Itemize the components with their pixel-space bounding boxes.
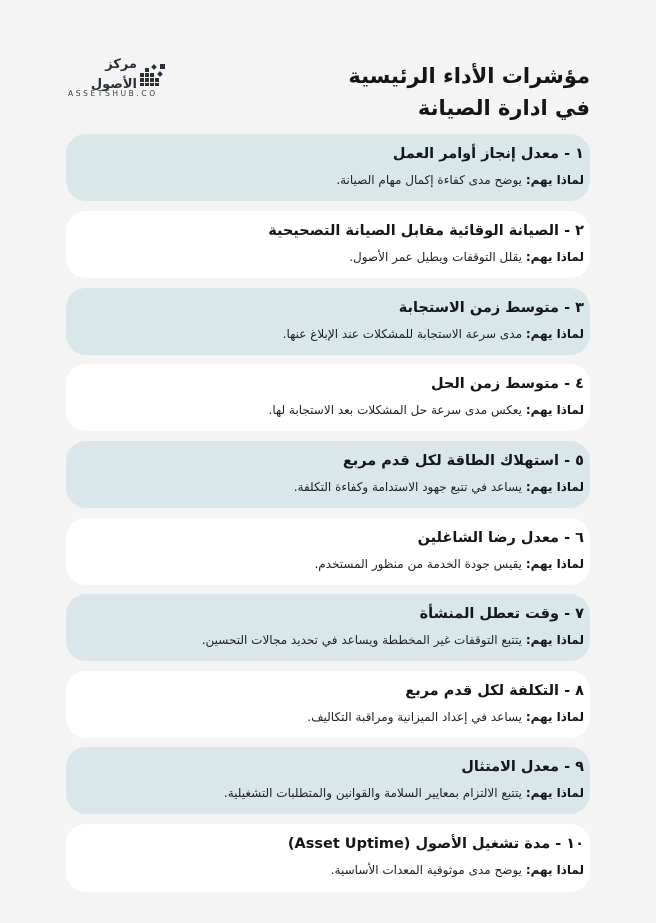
brand-logo xyxy=(66,57,166,104)
logo-name-arabic: مركز الأصول xyxy=(90,57,137,92)
why-text: يساعد في تتبع جهود الاستدامة وكفاءة التكلفة. xyxy=(293,480,523,494)
kpi-card-7 xyxy=(66,594,590,661)
why-text: يقيس جودة الخدمة من منظور المستخدم. xyxy=(314,557,523,571)
why-text: يتتبع الالتزام بمعايير السلامة والقوانين والمتطلبات التشغيلية. xyxy=(223,786,523,800)
kpi-title: ٥ - استهلاك الطاقة لكل قدم مربع xyxy=(342,453,584,469)
kpi-title: ٨ - التكلفة لكل قدم مربع xyxy=(405,683,584,699)
why-label: لماذا يهم: xyxy=(525,863,584,877)
kpi-card-1 xyxy=(66,134,590,201)
kpi-title: ٢ - الصيانة الوقائية مقابل الصيانة التصحيحية xyxy=(268,223,584,239)
why-text: يقلل التوقفات ويطيل عمر الأصول. xyxy=(349,250,523,264)
page-title xyxy=(348,60,590,124)
kpi-title: ٦ - معدل رضا الشاغلين xyxy=(417,530,584,546)
kpi-card-9 xyxy=(66,747,590,814)
page-title-line-1: مؤشرات الأداء الرئيسية xyxy=(348,64,590,88)
kpi-description xyxy=(80,707,584,727)
kpi-description xyxy=(80,400,584,420)
kpi-description xyxy=(80,783,584,803)
grid-squares-icon xyxy=(140,64,166,86)
why-text: يتتبع التوقفات غير المخططة ويساعد في تحديد مجالات التحسين. xyxy=(201,633,523,647)
kpi-description xyxy=(80,554,584,574)
kpi-card-3 xyxy=(66,288,590,355)
why-label: لماذا يهم: xyxy=(525,173,584,187)
kpi-title: ٩ - معدل الامتثال xyxy=(461,759,584,775)
logo-name-english: ASSETSHUB.CO xyxy=(68,89,158,98)
kpi-description xyxy=(80,170,584,190)
why-label: لماذا يهم: xyxy=(525,557,584,571)
why-label: لماذا يهم: xyxy=(525,633,584,647)
kpi-description xyxy=(80,630,584,650)
kpi-card-10 xyxy=(66,824,590,892)
kpi-card-4 xyxy=(66,364,590,431)
kpi-title: ٣ - متوسط زمن الاستجابة xyxy=(398,300,584,316)
kpi-title: ٤ - متوسط زمن الحل xyxy=(430,376,584,392)
kpi-description xyxy=(80,247,584,267)
why-label: لماذا يهم: xyxy=(525,786,584,800)
kpi-title: ١٠ - مدة تشغيل الأصول (Asset Uptime) xyxy=(287,836,584,852)
kpi-card-6 xyxy=(66,518,590,585)
kpi-description xyxy=(80,860,584,880)
kpi-card-5 xyxy=(66,441,590,508)
kpi-title: ٧ - وقت تعطل المنشأة xyxy=(419,606,584,622)
why-label: لماذا يهم: xyxy=(525,480,584,494)
why-text: مدى سرعة الاستجابة للمشكلات عند الإبلاغ عنها. xyxy=(282,327,523,341)
kpi-description xyxy=(80,477,584,497)
why-text: يعكس مدى سرعة حل المشكلات بعد الاستجابة لها. xyxy=(268,403,523,417)
why-label: لماذا يهم: xyxy=(525,710,584,724)
why-label: لماذا يهم: xyxy=(525,250,584,264)
kpi-card-8 xyxy=(66,671,590,738)
why-label: لماذا يهم: xyxy=(525,327,584,341)
kpi-card-2 xyxy=(66,211,590,278)
why-text: يساعد في إعداد الميزانية ومراقبة التكاليف. xyxy=(307,710,523,724)
why-text: يوضح مدى موثوقية المعدات الأساسية. xyxy=(330,863,523,877)
kpi-title: ١ - معدل إنجاز أوامر العمل xyxy=(392,146,584,162)
header xyxy=(66,58,590,128)
kpi-description xyxy=(80,324,584,344)
page-title-line-2: في ادارة الصيانة xyxy=(417,96,590,120)
why-label: لماذا يهم: xyxy=(525,403,584,417)
why-text: يوضح مدى كفاءة إكمال مهام الصيانة. xyxy=(336,173,523,187)
